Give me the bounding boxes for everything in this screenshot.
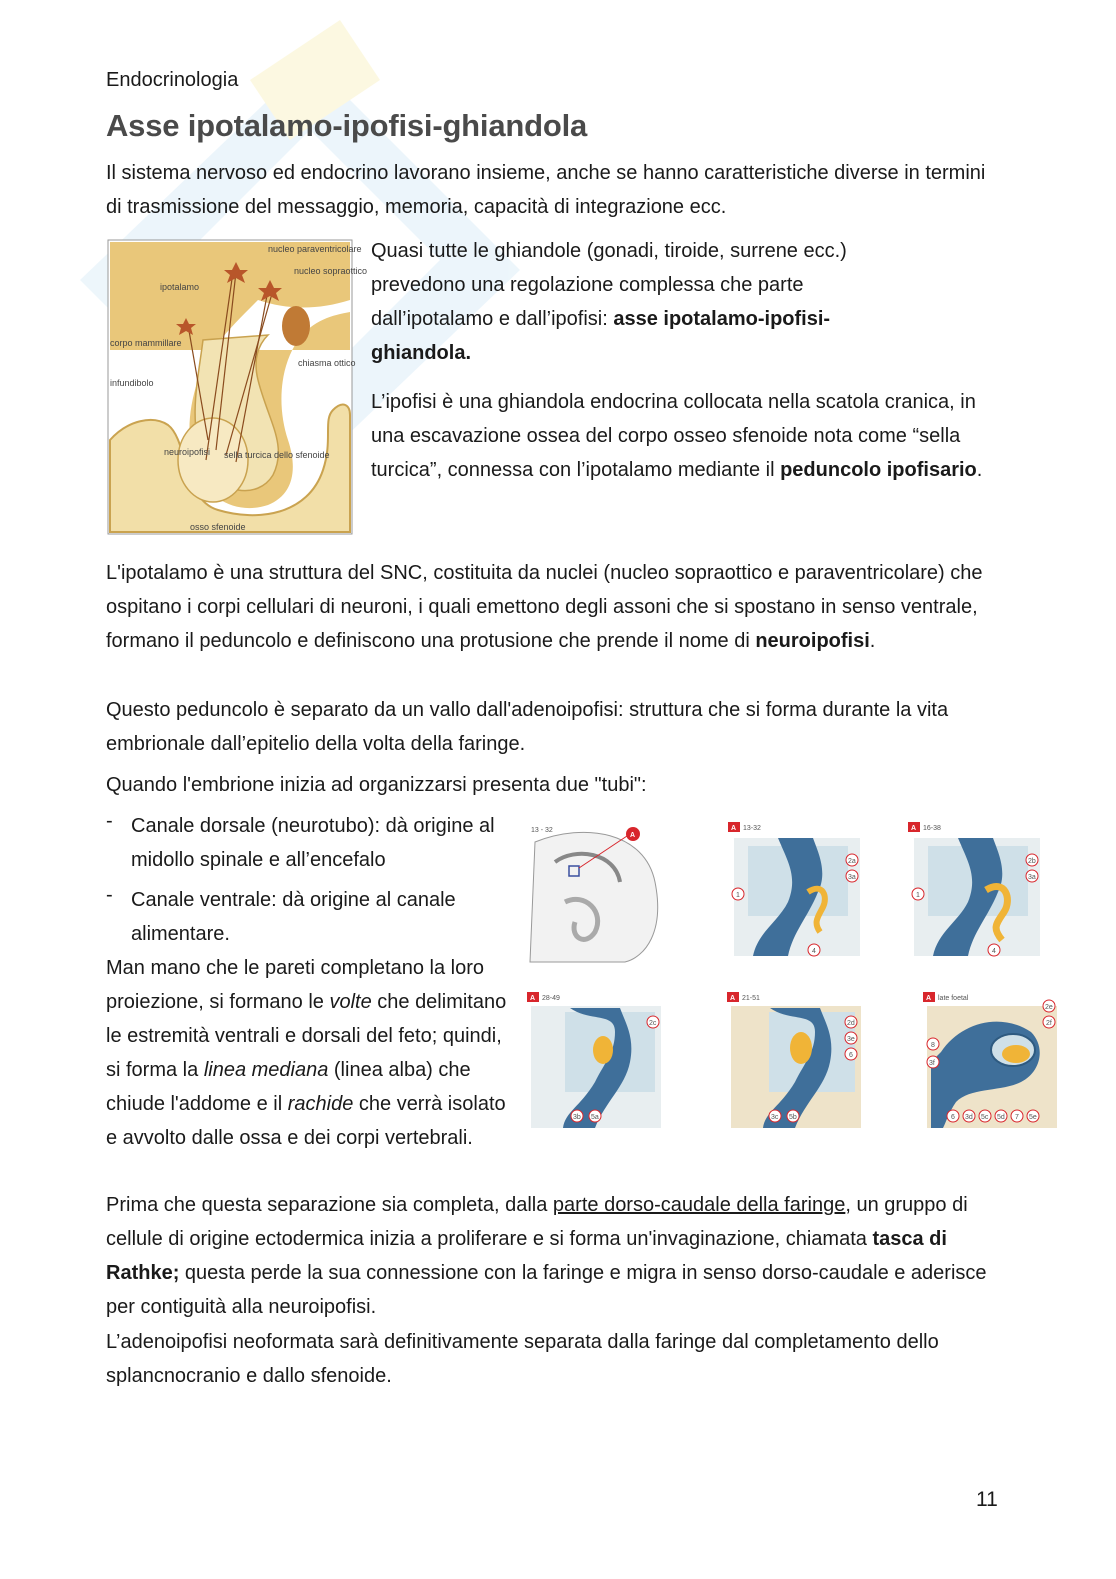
rathke-development-figure [525,822,1060,1128]
svg-text:2d: 2d [847,1020,855,1027]
neurohypophysis-lobe [178,418,248,502]
svg-text:4: 4 [812,948,816,955]
panel-21-51 [727,992,861,1128]
svg-text:1: 1 [916,892,920,899]
svg-text:3c: 3c [771,1114,779,1121]
svg-text:3a: 3a [848,874,856,881]
svg-text:2a: 2a [848,858,856,865]
paragraph-rathke: Prima che questa separazione sia completa, dalla parte dorso-caudale della faringe, un gruppo di cellule di origine ectodermica inizia a proliferare e si forma un'invaginazione, chiamata tasca di Rathke; questa perde la sua connessione con la faringe e migra in senso dorso-caudale e aderisce per contiguità alla neuroipofisi. [106,1194,987,1318]
svg-text:8: 8 [931,1042,935,1049]
svg-text:A: A [926,995,932,1002]
svg-text:5b: 5b [789,1114,797,1121]
label-infundibolo: infundibolo [110,378,154,388]
svg-text:3d: 3d [965,1114,973,1121]
label-ipotalamo: ipotalamo [160,282,200,292]
svg-text:2e: 2e [1045,1004,1053,1011]
svg-text:3f: 3f [929,1060,935,1067]
svg-text:3a: 3a [1028,874,1036,881]
svg-text:4: 4 [992,948,996,955]
label-chiasma-ottico: chiasma ottico [298,358,356,368]
svg-text:A: A [911,825,917,832]
panel-embryo [530,827,658,962]
panel-16-38 [908,822,1040,956]
svg-text:3b: 3b [573,1114,581,1121]
svg-text:2f: 2f [1046,1020,1052,1027]
svg-text:7: 7 [1015,1114,1019,1121]
section-header: Endocrinologia [106,69,239,91]
panel-13-32 [728,822,860,956]
svg-text:5a: 5a [591,1114,599,1121]
svg-text:A: A [730,995,736,1002]
paragraph-ipofisi: L’ipofisi è una ghiandola endocrina collocata nella scatola cranica, in una escavazione ossea del corpo osseo sfenoide nota come “sella turcica”, connessa con l’ipotalamo mediante il peduncolo ipofisario. [371,391,983,481]
svg-text:2c: 2c [649,1020,657,1027]
list-item-canale-dorsale: Canale dorsale (neurotubo): dà origine al midollo spinale e all’encefalo [131,815,495,871]
svg-text:5c: 5c [981,1114,989,1121]
svg-text:A: A [630,832,636,839]
svg-text:5d: 5d [997,1114,1005,1121]
paragraph-adenoipofisi: L’adenoipofisi neoformata sarà definitivamente separata dalla faringe dal completamento dello splancnocranio e dallo sfenoide. [106,1331,939,1387]
svg-text:A: A [530,995,536,1002]
chiasma-ottico [282,306,310,346]
label-nucleo-paraventricolare: nucleo paraventricolare [268,244,362,254]
label-sella-turcica: sella turcica dello sfenoide [224,450,330,460]
paragraph-tubi: Quando l'embrione inizia ad organizzarsi presenta due "tubi": [106,774,647,796]
page-number: 11 [976,1488,998,1511]
svg-text:1: 1 [736,892,740,899]
paragraph-volte: Man mano che le pareti completano la loro proiezione, si formano le volte che delimitano le estremità ventrali e dorsali del feto; quindi, si forma la linea mediana (linea alba) che chiude l'addome e il rachide che verrà isolato e avvolto dalle ossa e dei corpi vertebrali. [106,957,507,1149]
intro-paragraph: Il sistema nervoso ed endocrino lavorano insieme, anche se hanno caratteristiche diverse in termini di trasmissione del messaggio, memoria, capacità di integrazione ecc. [106,162,986,218]
svg-text:28-49: 28-49 [542,995,560,1002]
svg-text:2b: 2b [1028,858,1036,865]
svg-text:6: 6 [951,1114,955,1121]
list-bullet-2: - [106,884,113,906]
paragraph-peduncolo: Questo peduncolo è separato da un vallo dall'adenoipofisi: struttura che si forma durante la vita embrionale dall’epitelio della volta della faringe. [106,699,949,755]
svg-text:16-38: 16-38 [923,825,941,832]
panel-late-foetal [923,992,1057,1128]
label-corpo-mammillare: corpo mammillare [110,338,182,348]
svg-text:13 - 32: 13 - 32 [531,827,553,834]
hypothalamus-pituitary-figure [108,240,368,534]
svg-text:3e: 3e [847,1036,855,1043]
svg-text:A: A [731,825,737,832]
svg-text:late foetal: late foetal [938,995,969,1002]
svg-text:13-32: 13-32 [743,825,761,832]
svg-text:6: 6 [849,1052,853,1059]
label-nucleo-sopraottico: nucleo sopraottico [294,266,368,276]
paragraph-asse: Quasi tutte le ghiandole (gonadi, tiroide, surrene ecc.) prevedono una regolazione complessa che parte dall’ipotalamo e dall’ipofisi: asse ipotalamo-ipofisi-ghiandola. [371,240,847,364]
svg-text:21-51: 21-51 [742,995,760,1002]
list-item-canale-ventrale: Canale ventrale: dà origine al canale alimentare. [131,889,456,945]
page-title: Asse ipotalamo-ipofisi-ghiandola [106,108,588,143]
panel-28-49 [527,992,661,1128]
label-osso-sfenoide: osso sfenoide [190,522,246,532]
label-neuroipofisi: neuroipofisi [164,447,211,457]
paragraph-ipotalamo: L'ipotalamo è una struttura del SNC, costituita da nuclei (nucleo sopraottico e paraventricolare) che ospitano i corpi cellulari di neuroni, i quali emettono degli assoni che si spostano in senso ventrale, formano il peduncolo e definiscono una protusione che prende il nome di neuroipofisi. [106,562,983,652]
list-bullet-1: - [106,810,113,832]
svg-text:5e: 5e [1029,1114,1037,1121]
